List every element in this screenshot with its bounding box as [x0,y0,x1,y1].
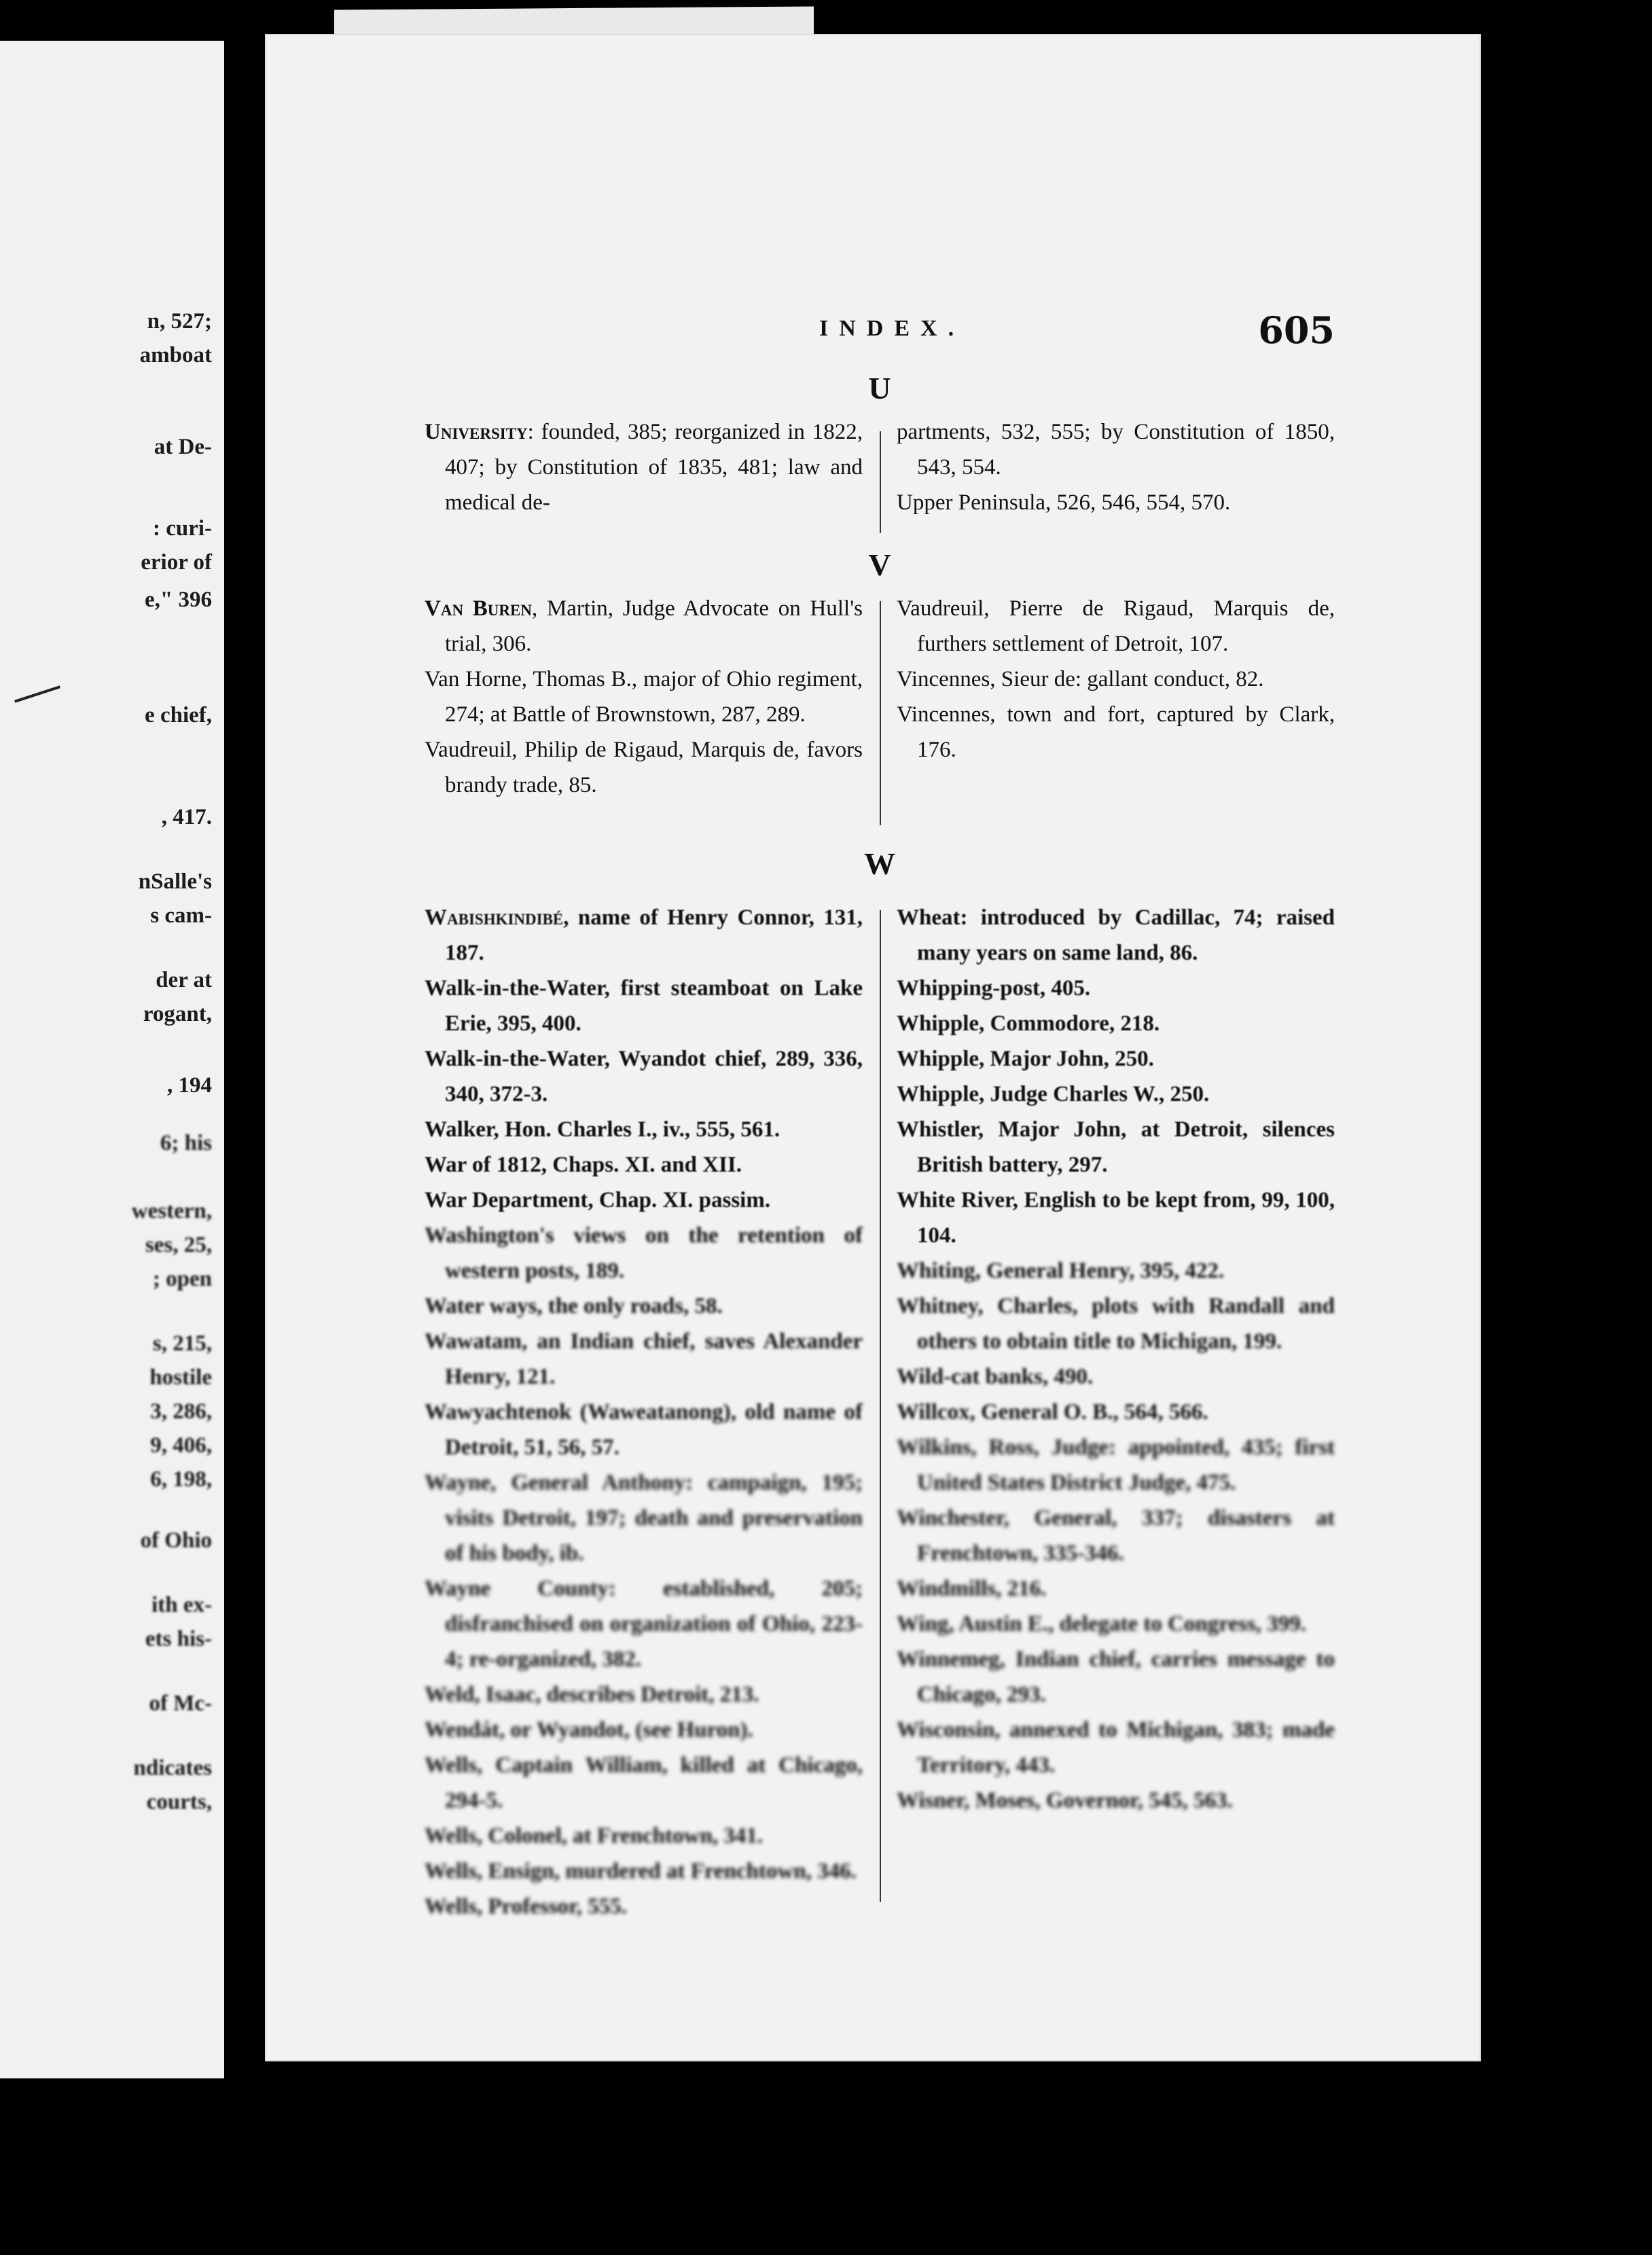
entry-text: Wisner, Moses, Governor, 545, 563. [897,1788,1233,1813]
previous-page-line: s cam- [150,903,212,928]
previous-page-line: amboat [139,343,212,367]
index-entry [425,591,863,662]
entry-text: Wawatam, an Indian chief, saves Alexander Henry, 121. [425,1329,863,1389]
index-entry [425,1288,863,1324]
index-entry [425,1324,863,1394]
entry-text: Wawyachtenok (Waweatanong), old name of Detroit, 51, 56, 57. [425,1400,863,1460]
index-entry [897,1571,1335,1606]
previous-page-line: , 194 [167,1073,212,1098]
entry-text: Windmills, 216. [897,1576,1047,1601]
entry-text: Wilkins, Ross, Judge: appointed, 435; first United States District Judge, 475. [897,1435,1335,1495]
index-entry [897,1394,1335,1430]
pen-mark [14,685,60,702]
index-entry [425,1889,863,1924]
entry-text: Walk-in-the-Water, Wyandot chief, 289, 336, 340, 372-3. [425,1047,863,1106]
previous-page-line: of Mc- [149,1691,212,1716]
index-entry [897,1253,1335,1288]
entry-text: Willcox, General O. B., 564, 566. [897,1400,1208,1424]
previous-page-line: n, 527; [147,309,212,333]
previous-page-line: 6, 198, [150,1467,212,1492]
entry-text: Wells, Colonel, at Frenchtown, 341. [425,1824,764,1848]
entry-text: Wayne, General Anthony: campaign, 195; visits Detroit, 197; death and preservation of his body, ib. [425,1471,863,1566]
entry-text: Vincennes, Sieur de: gallant conduct, 82. [897,667,1264,691]
previous-page-line: 9, 406, [150,1433,212,1458]
section-v [425,547,1335,846]
index-entry [897,1112,1335,1183]
index-entry [897,1712,1335,1783]
section-letter: U [868,371,891,405]
page-header [265,308,1481,353]
previous-page-line: ith ex- [151,1593,212,1617]
previous-page-line: e chief, [145,703,212,727]
index-entry [425,1394,863,1465]
index-entry [425,1818,863,1854]
entry-text: War of 1812, Chaps. XI. and XII. [425,1153,742,1177]
previous-page-line: s, 215, [152,1331,212,1356]
index-entry [425,732,863,803]
section-letter: W [864,846,895,881]
index-entry [425,1465,863,1571]
entry-text: Wheat: introduced by Cadillac, 74; raised many years on same land, 86. [897,905,1335,965]
entry-text: Van Horne, Thomas B., major of Ohio regiment, 274; at Battle of Brownstown, 287, 289. [425,667,863,727]
previous-page-line: ndicates [133,1756,212,1780]
index-entry [897,1041,1335,1077]
entry-text: White River, English to be kept from, 99, 100, 104. [897,1188,1335,1248]
entry-text: Wayne County: established, 205; disfranchised on organization of Ohio, 223-4; re-organized, 382. [425,1576,863,1672]
entry-headword: Wabishkindibé [425,905,564,930]
index-entry [897,1500,1335,1571]
entry-text: partments, 532, 555; by Constitution of 1850, 543, 554. [897,420,1335,480]
index-entry [897,485,1335,520]
previous-page-line: 6; his [160,1131,212,1155]
entry-text: Vaudreuil, Pierre de Rigaud, Marquis de, furthers settlement of Detroit, 107. [897,596,1335,656]
index-entry [897,1606,1335,1642]
index-entry [425,414,863,520]
right-column [897,900,1335,1924]
entry-text: , name of Henry Connor, 131, 187. [445,905,863,965]
previous-page-line: at De- [154,435,212,459]
entry-text: Whipping-post, 405. [897,976,1091,1000]
previous-page-fragment [0,41,224,2078]
index-entry [897,1642,1335,1712]
previous-page-line: der at [156,968,212,992]
entry-text: Wells, Professor, 555. [425,1894,627,1919]
index-entry [425,1712,863,1748]
entry-text: War Department, Chap. XI. passim. [425,1188,771,1212]
previous-page-line: western, [131,1199,212,1223]
entry-text: Wing, Austin E., delegate to Congress, 399. [897,1612,1306,1636]
entry-text: Vincennes, town and fort, captured by Clark, 176. [897,702,1335,762]
entry-text: Whipple, Commodore, 218. [897,1011,1160,1036]
previous-page-line: e," 396 [145,588,212,612]
index-entry [897,1077,1335,1112]
entry-text: Whistler, Major John, at Detroit, silences British battery, 297. [897,1117,1335,1177]
entry-text: Walk-in-the-Water, first steamboat on Lake Erie, 395, 400. [425,976,863,1036]
entry-headword: Van Buren [425,596,532,621]
entry-text: Wells, Ensign, murdered at Frenchtown, 346. [425,1859,857,1883]
previous-page-line: erior of [141,550,212,575]
index-page [265,34,1481,2061]
index-entry [425,1677,863,1712]
previous-page-line: ; open [152,1267,212,1291]
previous-page-line: 3, 286, [150,1399,212,1424]
index-entry [425,1041,863,1112]
entry-text: Whiting, General Henry, 395, 422. [897,1259,1225,1283]
index-entry [897,1783,1335,1818]
index-entry [425,1218,863,1288]
left-column [425,414,863,520]
entry-text: Upper Peninsula, 526, 546, 554, 570. [897,490,1231,515]
section-letter: V [868,547,891,582]
index-entry [425,1183,863,1218]
entry-text: Whipple, Judge Charles W., 250. [897,1082,1210,1106]
index-entry [425,971,863,1041]
section-u [425,370,1335,567]
previous-page-line: courts, [146,1790,212,1814]
previous-page-line: ets his- [145,1627,212,1651]
entry-text: Whitney, Charles, plots with Randall and others to obtain title to Michigan, 199. [897,1294,1335,1354]
previous-page-line: , 417. [161,805,212,829]
previous-page-line: hostile [149,1365,212,1390]
previous-page-line: nSalle's [138,869,212,894]
index-entry [897,591,1335,662]
index-entry [897,1006,1335,1041]
previous-page-line: : curi- [152,516,212,541]
index-entry [897,414,1335,485]
index-entry [897,1359,1335,1394]
index-entry [897,1288,1335,1359]
index-entry [425,1112,863,1147]
previous-page-line: rogant, [143,1002,212,1026]
entry-text: Water ways, the only roads, 58. [425,1294,723,1318]
entry-text: Weld, Isaac, describes Detroit, 213. [425,1682,759,1707]
index-entry [897,1183,1335,1253]
entry-text: Washington's views on the retention of western posts, 189. [425,1223,863,1283]
index-entry [897,697,1335,768]
index-entry [425,900,863,971]
entry-text: , Martin, Judge Advocate on Hull's trial, 306. [445,596,863,656]
index-entry [425,1147,863,1183]
index-entry [425,1854,863,1889]
entry-text: Wisconsin, annexed to Michigan, 383; made Territory, 443. [897,1718,1335,1778]
index-entry [425,1748,863,1818]
entry-text: Wendát, or Wyandot, (see Huron). [425,1718,753,1742]
previous-page-line: ses, 25, [145,1233,212,1257]
index-entry [425,1571,863,1677]
page-number: 605 [1258,308,1335,352]
entry-text: Vaudreuil, Philip de Rigaud, Marquis de, favors brandy trade, 85. [425,738,863,797]
index-entry [425,662,863,732]
index-entry [897,900,1335,971]
entry-text: Whipple, Major John, 250. [897,1047,1154,1071]
index-entry [897,662,1335,697]
entry-text: Wild-cat banks, 490. [897,1365,1094,1389]
running-head: INDEX. [819,316,965,341]
entry-text: Wells, Captain William, killed at Chicago, 294-5. [425,1753,863,1813]
right-column [897,414,1335,520]
entry-text: Winchester, General, 337; disasters at Frenchtown, 335-346. [897,1506,1335,1566]
left-column [425,900,863,1924]
entry-text: Walker, Hon. Charles I., iv., 555, 561. [425,1117,780,1142]
previous-page-line: of Ohio [140,1528,212,1553]
entry-text: Winnemeg, Indian chief, carries message to Chicago, 293. [897,1647,1335,1707]
left-column [425,591,863,803]
section-w [425,846,1335,1932]
entry-text: : founded, 385; reorganized in 1822, 407; by Constitution of 1835, 481; law and medical de- [445,420,863,515]
right-column [897,591,1335,803]
entry-headword: University [425,420,528,444]
index-entry [897,1430,1335,1500]
index-entry [897,971,1335,1006]
